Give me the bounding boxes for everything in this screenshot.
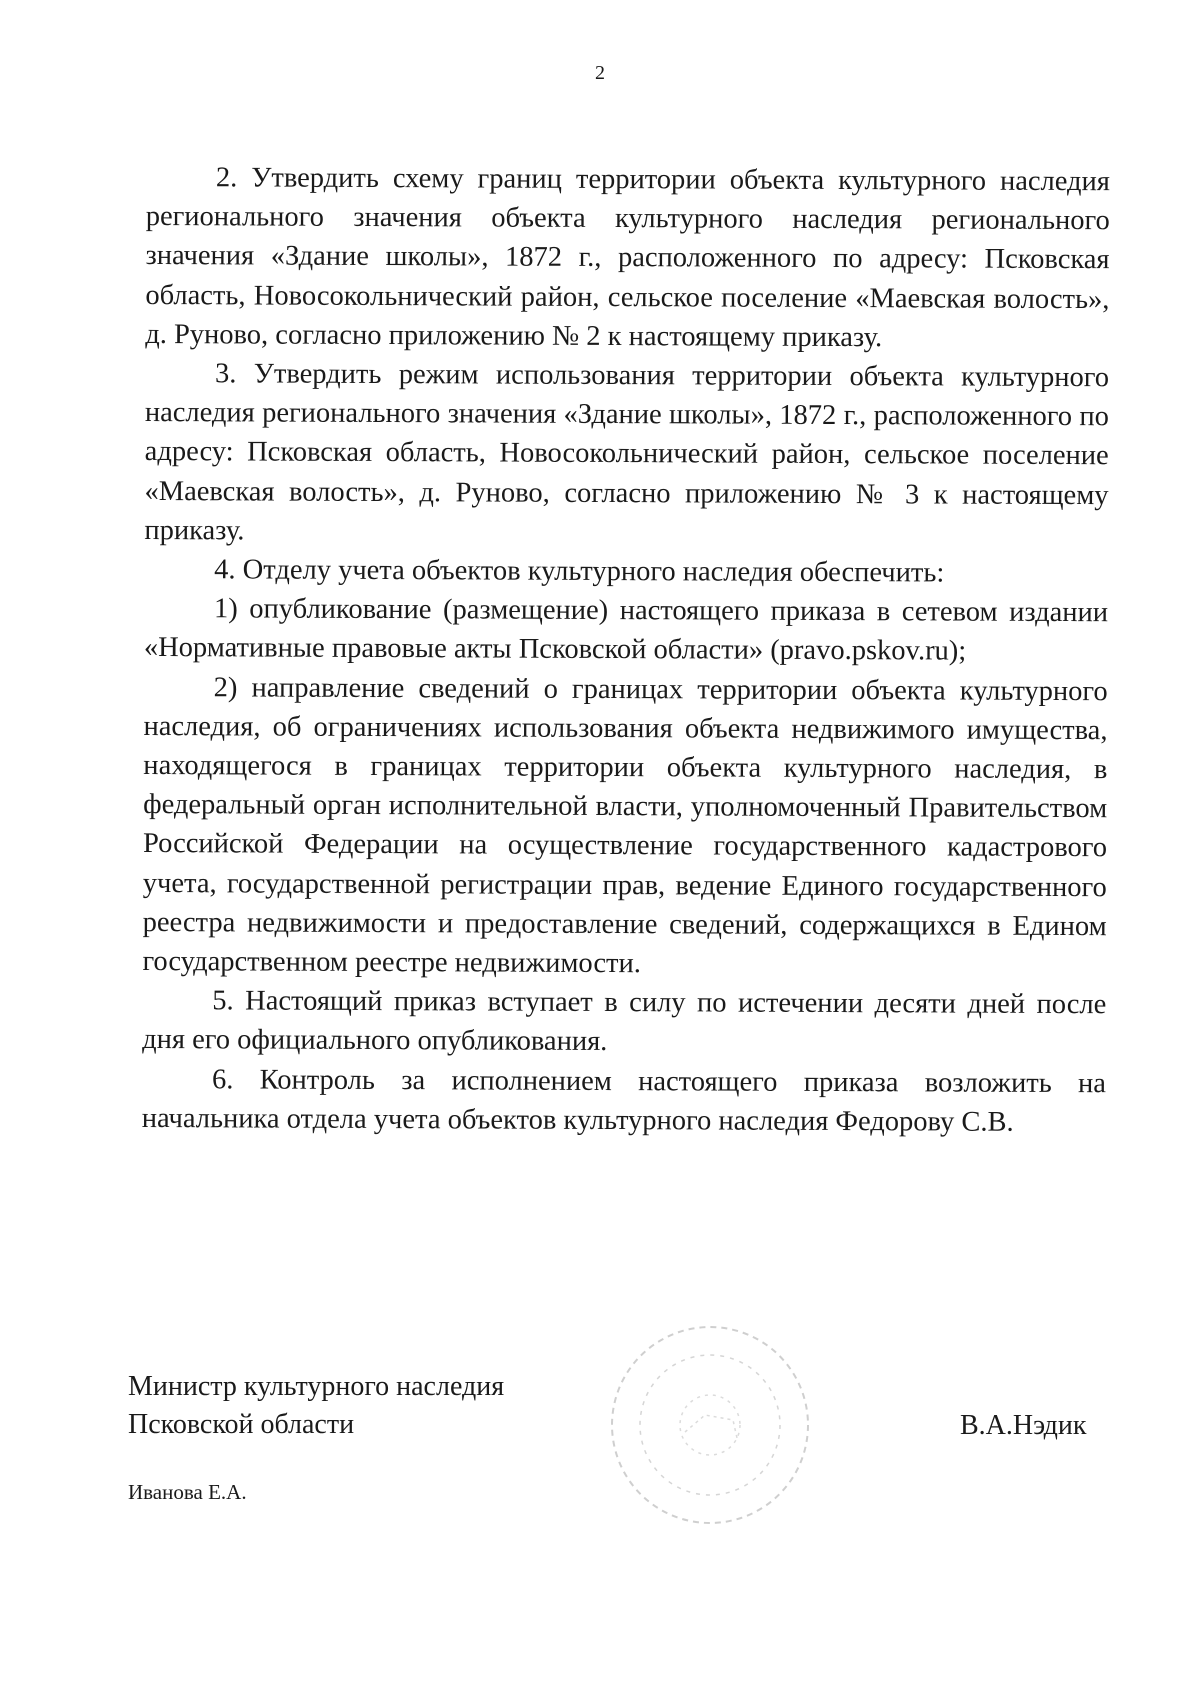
paragraph-4-item-1: 1) опубликование (размещение) настоящего приказа в сетевом издании «Нормативные правовые акты Псковской области» (pravo.pskov.ru); — [143, 593, 1109, 668]
paragraph-2: 2. Утвердить схему границ территории объекта культурного наследия регионального значения объекта культурного наследия регионального значения «Здание школы», 1872 г., расположенного по адресу: Псковская область, Новосокольнический район, сельское поселение «Маевская волость», д. Руново, согласно приложению № 2 к настоящему приказу. — [145, 162, 1110, 354]
signer-position-line-2: Псковской области — [128, 1409, 355, 1440]
signer-position-line-1: Министр культурного наследия — [128, 1371, 505, 1402]
paragraph-4-item-2: 2) направление сведений о границах территории объекта культурного наследия, об ограничениях использования объекта недвижимого имущества, находящегося в границах территории объекта культурного наследия, в федеральный орган исполнительной власти, уполномоченный Правительством Российской Федерации на осуществление государственного кадастрового учета, государственной регистрации прав, ведение Единого государственного реестра недвижимости и предоставление сведений, содержащихся в Едином государственном реестре недвижимости. — [142, 671, 1108, 980]
page-number: 2 — [595, 62, 605, 84]
signature-block — [128, 1368, 504, 1444]
paragraph-6: 6. Контроль за исполнением настоящего приказа возложить на начальника отдела учета объектов культурного наследия Федорову С.В. — [141, 1063, 1107, 1138]
paragraph-4: 4. Отделу учета объектов культурного наследия обеспечить: — [214, 554, 945, 589]
paragraph-5: 5. Настоящий приказ вступает в силу по истечении десяти дней после дня его официального опубликования. — [142, 985, 1107, 1058]
paragraph-3: 3. Утвердить режим использования территории объекта культурного наследия регионального значения «Здание школы», 1872 г., расположенного по адресу: Псковская область, Новосокольнический район, сельское поселение «Маевская волость», д. Руново, согласно приложению № 3 к настоящему приказу. — [144, 358, 1110, 547]
executor-name: Иванова Е.А. — [128, 1480, 247, 1504]
official-seal-stamp — [605, 1320, 815, 1530]
document-body — [142, 158, 1110, 1142]
signer-name: В.А.Нэдик — [960, 1410, 1087, 1441]
